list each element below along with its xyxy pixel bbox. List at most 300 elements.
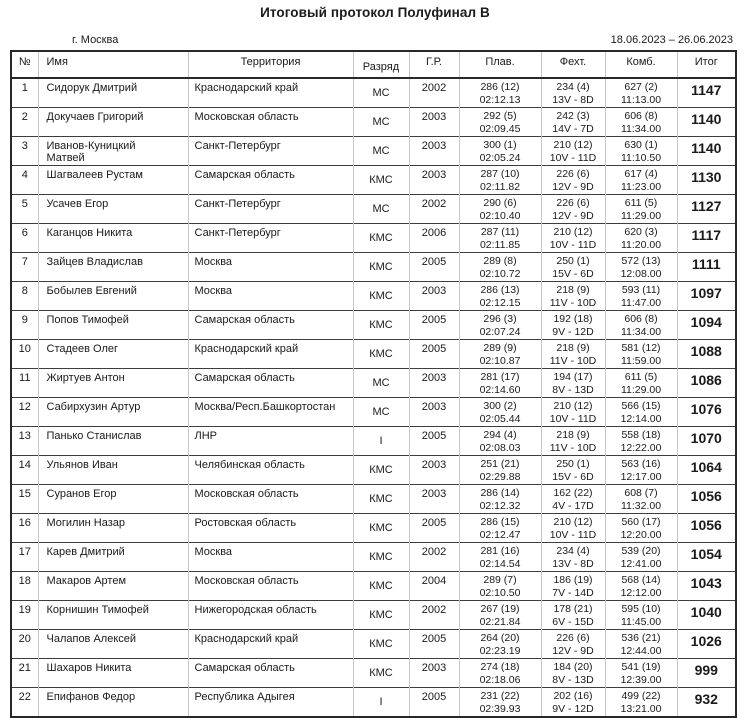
- combined-cell: [605, 601, 677, 630]
- fence-points: 178 (21): [553, 603, 593, 615]
- fence-record: 15V - 6D: [552, 470, 594, 483]
- fence-cell: [541, 601, 605, 630]
- athlete-name-cell: Чалапов Алексей: [38, 630, 188, 659]
- combined-cell: [605, 224, 677, 253]
- birth-year-cell: 2005: [409, 427, 459, 456]
- table-row: [11, 282, 736, 311]
- total-score-cell: 1127: [677, 195, 736, 224]
- fence-record: 8V - 13D: [552, 673, 594, 686]
- swim-points: 267 (19): [480, 603, 520, 615]
- territory-cell: Москва: [188, 253, 353, 282]
- swim-time: 02:23.19: [479, 644, 521, 657]
- combined-points: 566 (15): [621, 400, 661, 412]
- fence-record: 12V - 9D: [552, 644, 594, 657]
- total-score-cell: 1140: [677, 137, 736, 166]
- table-row: [11, 137, 736, 166]
- table-row: [11, 340, 736, 369]
- combined-cell: [605, 311, 677, 340]
- total-score-cell: 1147: [677, 78, 736, 108]
- place-number-cell: 13: [11, 427, 38, 456]
- combined-time: 12:22.00: [620, 441, 662, 454]
- fence-points: 210 (12): [553, 516, 593, 528]
- combined-points: 595 (10): [621, 603, 661, 615]
- total-score-cell: 1076: [677, 398, 736, 427]
- combined-time: 11:23.00: [620, 180, 662, 193]
- table-row: [11, 543, 736, 572]
- swim-points: 286 (15): [480, 516, 520, 528]
- athlete-name-cell: Епифанов Федор: [38, 688, 188, 718]
- fence-points: 194 (17): [553, 371, 593, 383]
- swim-time: 02:05.24: [479, 151, 521, 164]
- swim-cell: [459, 659, 541, 688]
- fence-points: 226 (6): [556, 197, 590, 209]
- swim-points: 287 (11): [480, 226, 520, 238]
- territory-cell: Самарская область: [188, 166, 353, 195]
- combined-points: 630 (1): [624, 139, 658, 151]
- sport-rank-cell: КМС: [353, 224, 409, 253]
- combined-points: 617 (4): [624, 168, 658, 180]
- table-row: [11, 369, 736, 398]
- swim-time: 02:11.85: [479, 238, 521, 251]
- athlete-name-cell: Каганцов Никита: [38, 224, 188, 253]
- fence-cell: [541, 137, 605, 166]
- swim-time: 02:18.06: [479, 673, 521, 686]
- combined-time: 12:39.00: [620, 673, 662, 686]
- fence-cell: [541, 340, 605, 369]
- place-number-cell: 7: [11, 253, 38, 282]
- combined-points: 536 (21): [621, 632, 661, 644]
- combined-points: 499 (22): [621, 690, 661, 702]
- place-number-cell: 3: [11, 137, 38, 166]
- fence-points: 162 (22): [553, 487, 593, 499]
- place-number-cell: 15: [11, 485, 38, 514]
- fence-record: 14V - 7D: [552, 122, 594, 135]
- place-number-cell: 2: [11, 108, 38, 137]
- territory-cell: Республика Адыгея: [188, 688, 353, 718]
- swim-points: 289 (9): [483, 342, 517, 354]
- combined-cell: [605, 369, 677, 398]
- combined-points: 611 (5): [624, 197, 658, 209]
- combined-points: 541 (19): [621, 661, 661, 673]
- birth-year-cell: 2005: [409, 630, 459, 659]
- athlete-name-cell: Бобылев Евгений: [38, 282, 188, 311]
- swim-time: 02:07.24: [479, 325, 521, 338]
- fence-cell: [541, 485, 605, 514]
- fence-record: 13V - 8D: [552, 93, 594, 106]
- total-score-cell: 1054: [677, 543, 736, 572]
- combined-time: 11:13.00: [620, 93, 662, 106]
- birth-year-cell: 2005: [409, 340, 459, 369]
- fence-record: 8V - 13D: [552, 383, 594, 396]
- total-score-cell: 1140: [677, 108, 736, 137]
- territory-cell: Краснодарский край: [188, 630, 353, 659]
- table-row: [11, 427, 736, 456]
- territory-cell: Москва: [188, 282, 353, 311]
- swim-points: 292 (5): [483, 110, 517, 122]
- combined-cell: [605, 630, 677, 659]
- sport-rank-cell: КМС: [353, 456, 409, 485]
- swim-points: 294 (4): [483, 429, 517, 441]
- total-score-cell: 1117: [677, 224, 736, 253]
- sport-rank-cell: КМС: [353, 601, 409, 630]
- combined-cell: [605, 282, 677, 311]
- swim-cell: [459, 137, 541, 166]
- territory-cell: Ростовская область: [188, 514, 353, 543]
- swim-time: 02:12.32: [479, 499, 521, 512]
- table-row: [11, 398, 736, 427]
- swim-time: 02:10.50: [479, 586, 521, 599]
- territory-cell: Самарская область: [188, 311, 353, 340]
- total-score-cell: 1094: [677, 311, 736, 340]
- table-row: [11, 485, 736, 514]
- birth-year-cell: 2005: [409, 688, 459, 718]
- fence-cell: [541, 369, 605, 398]
- swim-points: 274 (18): [480, 661, 520, 673]
- territory-cell: Челябинская область: [188, 456, 353, 485]
- swim-cell: [459, 282, 541, 311]
- swim-points: 251 (21): [480, 458, 520, 470]
- table-row: [11, 456, 736, 485]
- total-score-cell: 1086: [677, 369, 736, 398]
- combined-time: 13:21.00: [620, 702, 662, 715]
- sport-rank-cell: КМС: [353, 485, 409, 514]
- swim-time: 02:08.03: [479, 441, 521, 454]
- combined-points: 568 (14): [621, 574, 661, 586]
- birth-year-cell: 2005: [409, 311, 459, 340]
- fence-points: 210 (12): [553, 400, 593, 412]
- birth-year-cell: 2003: [409, 369, 459, 398]
- combined-cell: [605, 514, 677, 543]
- sport-rank-cell: КМС: [353, 630, 409, 659]
- fence-cell: [541, 311, 605, 340]
- swim-cell: [459, 224, 541, 253]
- place-number-cell: 11: [11, 369, 38, 398]
- fence-cell: [541, 108, 605, 137]
- swim-cell: [459, 195, 541, 224]
- combined-cell: [605, 427, 677, 456]
- athlete-name-cell: Жиртуев Антон: [38, 369, 188, 398]
- swim-cell: [459, 427, 541, 456]
- athlete-name-cell: Корнишин Тимофей: [38, 601, 188, 630]
- table-row: [11, 659, 736, 688]
- fence-record: 12V - 9D: [552, 209, 594, 222]
- fence-record: 6V - 15D: [552, 615, 594, 628]
- swim-cell: [459, 340, 541, 369]
- fence-points: 210 (12): [553, 139, 593, 151]
- results-table: [10, 50, 737, 718]
- birth-year-cell: 2003: [409, 108, 459, 137]
- swim-cell: [459, 456, 541, 485]
- swim-cell: [459, 311, 541, 340]
- column-header-territory: Территория: [188, 51, 353, 78]
- combined-cell: [605, 456, 677, 485]
- combined-time: 12:20.00: [620, 528, 662, 541]
- fence-cell: [541, 572, 605, 601]
- fence-cell: [541, 166, 605, 195]
- total-score-cell: 1040: [677, 601, 736, 630]
- fence-cell: [541, 688, 605, 718]
- fence-points: 234 (4): [556, 545, 590, 557]
- swim-cell: [459, 485, 541, 514]
- swim-points: 290 (6): [483, 197, 517, 209]
- combined-points: 627 (2): [624, 81, 658, 93]
- swim-points: 281 (17): [480, 371, 520, 383]
- combined-time: 12:41.00: [620, 557, 662, 570]
- swim-time: 02:10.40: [479, 209, 521, 222]
- fence-cell: [541, 659, 605, 688]
- birth-year-cell: 2002: [409, 543, 459, 572]
- swim-time: 02:12.15: [479, 296, 521, 309]
- fence-points: 218 (9): [556, 342, 590, 354]
- birth-year-cell: 2004: [409, 572, 459, 601]
- fence-record: 10V - 11D: [549, 151, 597, 164]
- combined-time: 11:34.00: [620, 122, 662, 135]
- birth-year-cell: 2003: [409, 137, 459, 166]
- column-header-name: Имя: [38, 51, 188, 78]
- athlete-name-cell: Стадеев Олег: [38, 340, 188, 369]
- fence-points: 186 (19): [553, 574, 593, 586]
- fence-record: 10V - 11D: [549, 528, 597, 541]
- swim-cell: [459, 514, 541, 543]
- sport-rank-cell: МС: [353, 78, 409, 108]
- fence-record: 11V - 10D: [549, 441, 597, 454]
- combined-points: 606 (8): [624, 313, 658, 325]
- column-header-rank: Разряд: [353, 51, 409, 78]
- sport-rank-cell: МС: [353, 195, 409, 224]
- combined-cell: [605, 485, 677, 514]
- fence-points: 192 (18): [553, 313, 593, 325]
- swim-time: 02:21.84: [479, 615, 521, 628]
- column-header-number: №: [11, 51, 38, 78]
- swim-points: 286 (13): [480, 284, 520, 296]
- athlete-name-cell: Могилин Назар: [38, 514, 188, 543]
- territory-cell: Московская область: [188, 572, 353, 601]
- combined-points: 558 (18): [621, 429, 661, 441]
- swim-time: 02:12.47: [479, 528, 521, 541]
- sport-rank-cell: I: [353, 427, 409, 456]
- combined-time: 12:44.00: [620, 644, 662, 657]
- athlete-name-cell: Сидорук Дмитрий: [38, 78, 188, 108]
- territory-cell: Самарская область: [188, 659, 353, 688]
- combined-points: 581 (12): [621, 342, 661, 354]
- swim-time: 02:14.60: [479, 383, 521, 396]
- swim-cell: [459, 601, 541, 630]
- athlete-name-cell: Усачев Егор: [38, 195, 188, 224]
- athlete-name-cell: Попов Тимофей: [38, 311, 188, 340]
- fence-points: 242 (3): [556, 110, 590, 122]
- fence-points: 250 (1): [556, 255, 590, 267]
- fence-record: 9V - 12D: [552, 702, 594, 715]
- swim-points: 286 (12): [480, 81, 520, 93]
- territory-cell: Москва: [188, 543, 353, 572]
- territory-cell: ЛНР: [188, 427, 353, 456]
- swim-cell: [459, 630, 541, 659]
- birth-year-cell: 2003: [409, 166, 459, 195]
- swim-cell: [459, 688, 541, 718]
- fence-cell: [541, 253, 605, 282]
- sport-rank-cell: КМС: [353, 253, 409, 282]
- sport-rank-cell: КМС: [353, 572, 409, 601]
- combined-time: 11:45.00: [620, 615, 662, 628]
- combined-cell: [605, 166, 677, 195]
- sport-rank-cell: МС: [353, 369, 409, 398]
- swim-points: 289 (8): [483, 255, 517, 267]
- event-dates: 18.06.2023 – 26.06.2023: [610, 34, 733, 46]
- fence-cell: [541, 195, 605, 224]
- combined-points: 572 (13): [621, 255, 661, 267]
- swim-points: 300 (1): [483, 139, 517, 151]
- combined-time: 11:29.00: [620, 383, 662, 396]
- place-number-cell: 14: [11, 456, 38, 485]
- athlete-name-cell: Суранов Егор: [38, 485, 188, 514]
- combined-cell: [605, 398, 677, 427]
- sport-rank-cell: КМС: [353, 659, 409, 688]
- fence-record: 11V - 10D: [549, 354, 597, 367]
- combined-time: 11:59.00: [620, 354, 662, 367]
- place-number-cell: 18: [11, 572, 38, 601]
- swim-time: 02:29.88: [479, 470, 521, 483]
- birth-year-cell: 2002: [409, 601, 459, 630]
- fence-points: 226 (6): [556, 168, 590, 180]
- athlete-name-cell: Карев Дмитрий: [38, 543, 188, 572]
- swim-time: 02:39.93: [479, 702, 521, 715]
- sport-rank-cell: КМС: [353, 514, 409, 543]
- territory-cell: Краснодарский край: [188, 340, 353, 369]
- table-row: [11, 311, 736, 340]
- fence-record: 11V - 10D: [549, 296, 597, 309]
- birth-year-cell: 2005: [409, 253, 459, 282]
- swim-time: 02:10.87: [479, 354, 521, 367]
- combined-cell: [605, 108, 677, 137]
- swim-cell: [459, 253, 541, 282]
- combined-points: 608 (7): [624, 487, 658, 499]
- swim-points: 287 (10): [480, 168, 520, 180]
- fence-points: 226 (6): [556, 632, 590, 644]
- total-score-cell: 1097: [677, 282, 736, 311]
- place-number-cell: 12: [11, 398, 38, 427]
- fence-points: 218 (9): [556, 284, 590, 296]
- fence-points: 210 (12): [553, 226, 593, 238]
- total-score-cell: 1056: [677, 514, 736, 543]
- birth-year-cell: 2002: [409, 195, 459, 224]
- combined-cell: [605, 688, 677, 718]
- place-number-cell: 8: [11, 282, 38, 311]
- combined-time: 11:10.50: [620, 151, 662, 164]
- place-number-cell: 20: [11, 630, 38, 659]
- sport-rank-cell: КМС: [353, 311, 409, 340]
- column-header-swim: Плав.: [459, 51, 541, 78]
- table-row: [11, 688, 736, 718]
- place-number-cell: 9: [11, 311, 38, 340]
- results-tbody: [11, 78, 736, 717]
- swim-cell: [459, 108, 541, 137]
- combined-time: 11:29.00: [620, 209, 662, 222]
- place-number-cell: 16: [11, 514, 38, 543]
- fence-record: 15V - 6D: [552, 267, 594, 280]
- birth-year-cell: 2005: [409, 514, 459, 543]
- fence-cell: [541, 543, 605, 572]
- total-score-cell: 1043: [677, 572, 736, 601]
- swim-cell: [459, 166, 541, 195]
- combined-points: 563 (16): [621, 458, 661, 470]
- place-number-cell: 1: [11, 78, 38, 108]
- table-row: [11, 78, 736, 108]
- combined-cell: [605, 253, 677, 282]
- place-number-cell: 22: [11, 688, 38, 718]
- table-row: [11, 514, 736, 543]
- fence-record: 9V - 12D: [552, 325, 594, 338]
- combined-points: 560 (17): [621, 516, 661, 528]
- place-number-cell: 17: [11, 543, 38, 572]
- fence-cell: [541, 427, 605, 456]
- swim-time: 02:12.13: [479, 93, 521, 106]
- birth-year-cell: 2003: [409, 456, 459, 485]
- fence-cell: [541, 224, 605, 253]
- combined-cell: [605, 195, 677, 224]
- combined-time: 11:34.00: [620, 325, 662, 338]
- swim-time: 02:09.45: [479, 122, 521, 135]
- column-header-fence: Фехт.: [541, 51, 605, 78]
- sport-rank-cell: КМС: [353, 543, 409, 572]
- swim-points: 296 (3): [483, 313, 517, 325]
- place-number-cell: 5: [11, 195, 38, 224]
- territory-cell: Санкт-Петербург: [188, 137, 353, 166]
- territory-cell: Московская область: [188, 485, 353, 514]
- place-number-cell: 4: [11, 166, 38, 195]
- birth-year-cell: 2002: [409, 78, 459, 108]
- fence-cell: [541, 514, 605, 543]
- territory-cell: Краснодарский край: [188, 78, 353, 108]
- birth-year-cell: 2003: [409, 485, 459, 514]
- birth-year-cell: 2003: [409, 659, 459, 688]
- sport-rank-cell: КМС: [353, 340, 409, 369]
- swim-points: 264 (20): [480, 632, 520, 644]
- column-header-combined: Комб.: [605, 51, 677, 78]
- fence-cell: [541, 398, 605, 427]
- total-score-cell: 1088: [677, 340, 736, 369]
- combined-points: 593 (11): [621, 284, 661, 296]
- combined-time: 12:17.00: [620, 470, 662, 483]
- territory-cell: Москва/Респ.Башкортостан: [188, 398, 353, 427]
- athlete-name-cell: Панько Станислав: [38, 427, 188, 456]
- combined-points: 620 (3): [624, 226, 658, 238]
- total-score-cell: 932: [677, 688, 736, 718]
- athlete-name-cell: Сабирхузин Артур: [38, 398, 188, 427]
- fence-record: 7V - 14D: [552, 586, 594, 599]
- fence-record: 10V - 11D: [549, 238, 597, 251]
- swim-cell: [459, 78, 541, 108]
- place-number-cell: 10: [11, 340, 38, 369]
- territory-cell: Нижегородская область: [188, 601, 353, 630]
- place-number-cell: 21: [11, 659, 38, 688]
- combined-time: 12:14.00: [620, 412, 662, 425]
- table-row: [11, 108, 736, 137]
- combined-points: 611 (5): [624, 371, 658, 383]
- athlete-name-cell: Ульянов Иван: [38, 456, 188, 485]
- sport-rank-cell: I: [353, 688, 409, 718]
- swim-time: 02:05.44: [479, 412, 521, 425]
- sport-rank-cell: МС: [353, 398, 409, 427]
- fence-record: 10V - 11D: [549, 412, 597, 425]
- fence-points: 234 (4): [556, 81, 590, 93]
- place-number-cell: 19: [11, 601, 38, 630]
- fence-points: 250 (1): [556, 458, 590, 470]
- combined-points: 539 (20): [621, 545, 661, 557]
- event-location: г. Москва: [72, 34, 119, 46]
- sport-rank-cell: КМС: [353, 166, 409, 195]
- fence-cell: [541, 282, 605, 311]
- column-header-birthyear: Г.Р.: [409, 51, 459, 78]
